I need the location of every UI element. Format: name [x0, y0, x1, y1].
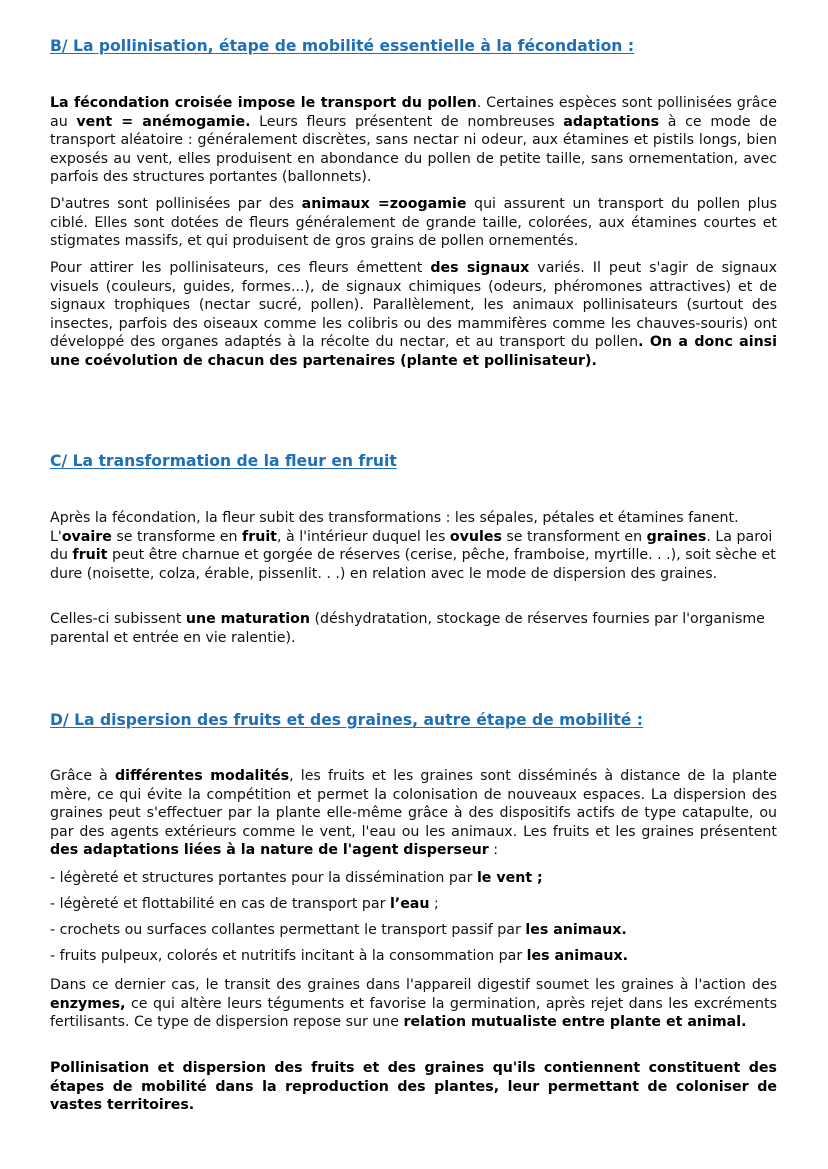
text: à ce mode de transport aléatoire : généralement discrètes, sans nectar ni odeur, aux étamines et pistils longs, bien exposés au vent, elles produisent en abondance du pollen de petite taille, sans ornementation, avec parfois des structures portantes (ballonnets).	[50, 113, 777, 186]
text: Après la fécondation, la fleur subit des transformations : les sépales, pétales et étamines fanent. L'	[50, 510, 739, 545]
text: se transforment en	[501, 528, 647, 545]
bold-text: ovaire	[61, 528, 112, 545]
section-d-heading: D/ La dispersion des fruits et des graines, autre étape de mobilité :	[50, 711, 644, 729]
text: Dans ce dernier cas, le transit des graines dans l'appareil digestif soumet les graines à l'action des	[50, 977, 777, 993]
section-d-paragraph-1	[50, 767, 777, 860]
text: ce qui altère leurs téguments et favorise la germination, après rejet dans les excréments fertilisants. Ce type de dispersion repose sur une	[50, 995, 777, 1031]
bold-text: La fécondation croisée impose le transport du pollen	[50, 95, 477, 111]
bold-text: ovules	[449, 528, 502, 545]
section-c-paragraph-2	[50, 610, 777, 647]
bold-text: vent = anémogamie.	[76, 113, 251, 130]
bold-text: . On a donc ainsi une coévolution de chacun des partenaires (plante et pollinisateur).	[50, 334, 777, 369]
bold-text: fruit	[242, 528, 277, 545]
text: - légèreté et structures portantes pour la dissémination par	[50, 870, 477, 886]
text: Celles-ci subissent	[50, 611, 186, 627]
text: peut être charnue et gorgée de réserves (cerise, pêche, framboise, myrtille. . .), soit sèche et dure (noisette, colza, érable, pissenlit. . .) en relation avec le mode de dispersion des graines.	[50, 547, 776, 582]
bold-text: enzymes,	[50, 995, 126, 1012]
bold-text: une maturation	[185, 611, 310, 627]
text: . La paroi du	[50, 528, 773, 564]
text: :	[488, 842, 499, 859]
section-c-heading: C/ La transformation de la fleur en fruit	[50, 452, 397, 470]
text: Grâce à	[50, 768, 116, 784]
bold-text: différentes modalités	[115, 768, 290, 784]
text: - fruits pulpeux, colorés et nutritifs incitant à la consommation par	[50, 948, 527, 964]
text: Leurs fleurs présentent de nombreuses	[250, 113, 564, 130]
text: . Certaines espèces sont pollinisées grâce au	[50, 95, 777, 130]
list-item	[50, 869, 543, 888]
text: , les fruits et les graines sont disséminés à distance de la plante mère, ce qui évite la compétition et permet la colonisation de nouveaux espaces. La dispersion des graines peut s'effectuer par la plante elle-même grâce à des dispositifs actifs de type catapulte, ou par des agents extérieurs comme le vent, l'eau ou les animaux. Les fruits et les graines présentent	[50, 768, 777, 840]
bold-text: des signaux	[430, 260, 530, 276]
list-item	[50, 895, 439, 914]
text: - crochets ou surfaces collantes permettant le transport passif par	[50, 922, 526, 938]
section-b-paragraph-3	[50, 259, 777, 371]
bold-text: les animaux.	[525, 922, 627, 938]
section-d-paragraph-2	[50, 976, 777, 1032]
bold-text: les animaux.	[526, 948, 629, 964]
bold-text: adaptations	[563, 113, 660, 130]
text: , à l'intérieur duquel les	[276, 528, 450, 545]
list-item	[50, 921, 627, 940]
text: variés. Il peut s'agir de signaux visuels (couleurs, guides, formes...), de signaux chimiques (odeurs, phéromones attractives) et de signaux trophiques (nectar sucré, pollen). Parallèlement, les animaux pollinisateurs (surtout des insectes, parfois des oiseaux comme les colibris ou des mammifères comme les chauves-souris) ont développé des organes adaptés à la récolte du nectar, et au transport du pollen	[50, 260, 777, 351]
text: - légèreté et flottabilité en cas de transport par	[50, 896, 390, 912]
bold-text: le vent ;	[476, 870, 543, 886]
section-c-paragraph-1	[50, 509, 777, 583]
bold-text: fruit	[72, 547, 108, 564]
conclusion: Pollinisation et dispersion des fruits et des graines qu'ils contiennent constituent des étapes de mobilité dans la reproduction des plantes, leur permettant de coloniser de vastes territoires.	[50, 1060, 777, 1114]
text: (déshydratation, stockage de réserves fournies par l'organisme parental et entrée en vie ralentie).	[50, 611, 765, 646]
text: se transforme en	[111, 528, 243, 545]
section-b-heading: B/ La pollinisation, étape de mobilité essentielle à la fécondation :	[50, 37, 635, 55]
bold-text: l’eau	[389, 896, 430, 912]
list-item	[50, 947, 628, 966]
text: D'autres sont pollinisées par des	[50, 196, 302, 212]
bold-text: des adaptations liées à la nature de l'agent disperseur	[50, 842, 489, 859]
text: qui assurent un transport du pollen plus ciblé. Elles sont dotées de fleurs généralement de grande taille, colorées, aux étamines courtes et stigmates massifs, et qui produisent de gros grains de pollen ornementés.	[50, 196, 777, 250]
section-b-paragraph-1	[50, 94, 777, 187]
bold-text: animaux =zoogamie	[301, 196, 467, 212]
bold-text: relation mutualiste entre plante et animal.	[403, 1014, 747, 1031]
text: ;	[429, 896, 439, 912]
bold-text: graines	[646, 528, 707, 545]
text: Pour attirer les pollinisateurs, ces fleurs émettent	[50, 260, 431, 276]
section-b-paragraph-2	[50, 195, 777, 251]
